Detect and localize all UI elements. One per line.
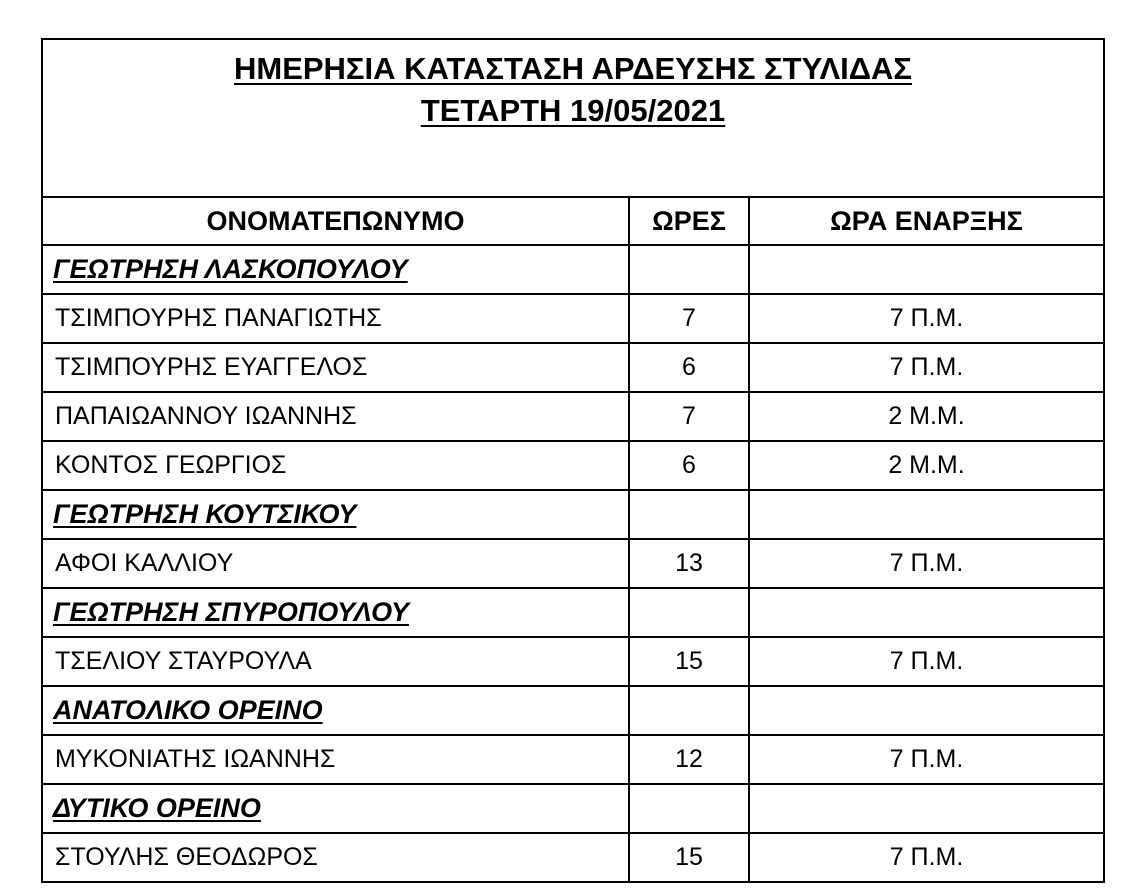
start-time-cell: 7 Π.Μ. <box>749 735 1104 784</box>
irrigation-schedule-table <box>41 38 1105 883</box>
person-name-cell: ΣΤΟΥΛΗΣ ΘΕΟΔΩΡΟΣ <box>42 833 629 882</box>
table-row <box>42 294 1104 343</box>
start-time-cell: 7 Π.Μ. <box>749 294 1104 343</box>
hours-cell: 7 <box>629 392 749 441</box>
hours-cell: 6 <box>629 343 749 392</box>
section-start-empty <box>749 245 1104 294</box>
header-row <box>42 197 1104 245</box>
person-name-cell: ΤΣΙΜΠΟΥΡΗΣ ΠΑΝΑΓΙΩΤΗΣ <box>42 294 629 343</box>
hours-cell: 7 <box>629 294 749 343</box>
table-row <box>42 441 1104 490</box>
title-row <box>42 39 1104 197</box>
document-title: ΗΜΕΡΗΣΙΑ ΚΑΤΑΣΤΑΣΗ ΑΡΔΕΥΣΗΣ ΣΤΥΛΙΔΑΣ <box>233 51 913 86</box>
start-time-cell: 7 Π.Μ. <box>749 539 1104 588</box>
start-time-cell: 7 Π.Μ. <box>749 343 1104 392</box>
section-hours-empty <box>629 686 749 735</box>
section-row <box>42 245 1104 294</box>
document-date: ΤΕΤΑΡΤΗ 19/05/2021 <box>420 93 726 128</box>
section-start-empty <box>749 588 1104 637</box>
header-start-time: ΩΡΑ ΕΝΑΡΞΗΣ <box>749 197 1104 245</box>
section-hours-empty <box>629 588 749 637</box>
person-name-cell: ΚΟΝΤΟΣ ΓΕΩΡΓΙΟΣ <box>42 441 629 490</box>
hours-cell: 15 <box>629 637 749 686</box>
person-name-cell: ΤΣΙΜΠΟΥΡΗΣ ΕΥΑΓΓΕΛΟΣ <box>42 343 629 392</box>
person-name-cell: ΤΣΕΛΙΟΥ ΣΤΑΥΡΟΥΛΑ <box>42 637 629 686</box>
section-start-empty <box>749 490 1104 539</box>
section-row <box>42 490 1104 539</box>
table-row <box>42 637 1104 686</box>
start-time-cell: 2 Μ.Μ. <box>749 441 1104 490</box>
table-row <box>42 392 1104 441</box>
start-time-cell: 7 Π.Μ. <box>749 637 1104 686</box>
section-row <box>42 784 1104 833</box>
table-row <box>42 539 1104 588</box>
section-hours-empty <box>629 784 749 833</box>
section-label: ΑΝΑΤΟΛΙΚΟ ΟΡΕΙΝΟ <box>42 686 629 735</box>
person-name-cell: ΠΑΠΑΙΩΑΝΝΟΥ ΙΩΑΝΝΗΣ <box>42 392 629 441</box>
section-label: ΓΕΩΤΡΗΣΗ ΛΑΣΚΟΠΟΥΛΟΥ <box>42 245 629 294</box>
hours-cell: 15 <box>629 833 749 882</box>
section-label: ΓΕΩΤΡΗΣΗ ΚΟΥΤΣΙΚΟΥ <box>42 490 629 539</box>
table-row <box>42 833 1104 882</box>
hours-cell: 13 <box>629 539 749 588</box>
hours-cell: 6 <box>629 441 749 490</box>
hours-cell: 12 <box>629 735 749 784</box>
table-body <box>42 39 1104 882</box>
section-row <box>42 686 1104 735</box>
start-time-cell: 2 Μ.Μ. <box>749 392 1104 441</box>
start-time-cell: 7 Π.Μ. <box>749 833 1104 882</box>
section-label: ΔΥΤΙΚΟ ΟΡΕΙΝΟ <box>42 784 629 833</box>
header-name: ΟΝΟΜΑΤΕΠΩΝΥΜΟ <box>42 197 629 245</box>
section-label: ΓΕΩΤΡΗΣΗ ΣΠΥΡΟΠΟΥΛΟΥ <box>42 588 629 637</box>
title-cell <box>42 39 1104 197</box>
person-name-cell: ΜΥΚΟΝΙΑΤΗΣ ΙΩΑΝΝΗΣ <box>42 735 629 784</box>
section-hours-empty <box>629 490 749 539</box>
table-row <box>42 343 1104 392</box>
section-start-empty <box>749 686 1104 735</box>
table-row <box>42 735 1104 784</box>
person-name-cell: ΑΦΟΙ ΚΑΛΛΙΟΥ <box>42 539 629 588</box>
section-hours-empty <box>629 245 749 294</box>
section-row <box>42 588 1104 637</box>
header-hours: ΩΡΕΣ <box>629 197 749 245</box>
section-start-empty <box>749 784 1104 833</box>
